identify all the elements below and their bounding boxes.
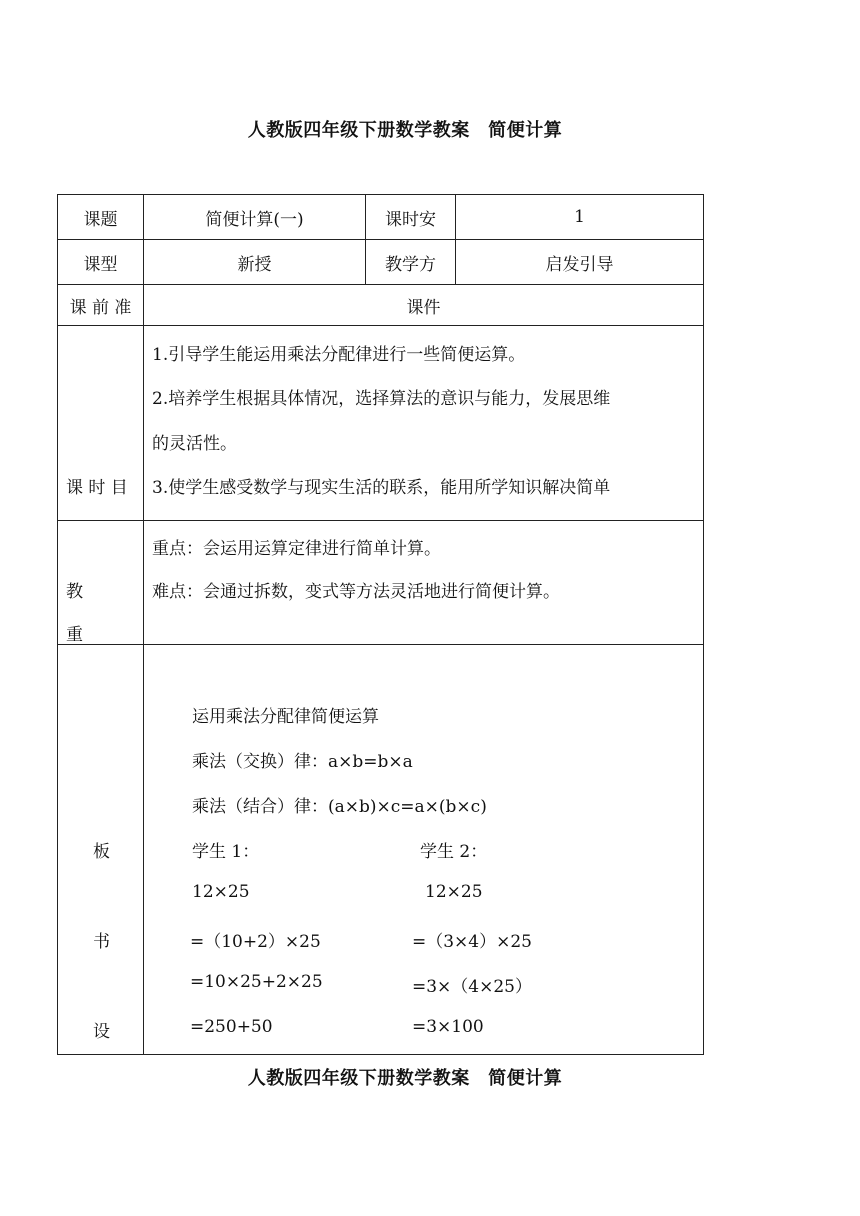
keypoints-cell [144,521,704,645]
keypoints-label-2: 重 [66,625,83,645]
goal-line: 2.培养学生根据具体情况，选择算法的意识与能力，发展思维 [152,389,611,409]
board-label-1: 板 [93,842,110,862]
method-label: 教学方 [366,240,456,285]
student2-line: =3×（4×25） [412,977,532,997]
student1-line: =（10+2）×25 [190,932,321,952]
board-label-2: 书 [93,932,110,952]
student2-line: =（3×4）×25 [412,932,532,952]
table-row [58,285,704,326]
lesson-plan-table [57,194,704,1055]
keypoints-label-cell [58,521,144,645]
topic-label: 课题 [58,195,144,240]
goal-line: 的灵活性。 [152,434,237,454]
goals-label: 课 时 目 [66,478,128,498]
student1-line: =250+50 [190,1017,273,1037]
goal-line: 3.使学生感受数学与现实生活的联系，能用所学知识解决简单 [152,478,611,498]
table-row [58,326,704,521]
keypoint-line: 重点：会运用运算定律进行简单计算。 [152,539,441,559]
student1-line: =10×25+2×25 [190,972,323,992]
board-label-cell [58,645,144,1055]
student2-line: =3×100 [412,1017,484,1037]
board-heading: 运用乘法分配律简便运算 [192,707,379,727]
board-law-2: 乘法（结合）律：(a×b)×c=a×(b×c) [192,797,487,817]
board-law-1: 乘法（交换）律：a×b=b×a [192,752,413,772]
table-row [58,195,704,240]
hours-value: 1 [456,195,704,240]
goals-cell [144,326,704,521]
student1-line: 学生 1： [192,842,260,862]
prep-label: 课 前 准 [58,285,144,326]
student2-line: 12×25 [425,882,483,902]
page-footer-title: 人教版四年级下册数学教案 简便计算 [247,1068,563,1089]
student1-line: 12×25 [192,882,250,902]
goal-line: 1.引导学生能运用乘法分配律进行一些简便运算。 [152,345,526,365]
prep-value: 课件 [144,285,704,326]
method-value: 启发引导 [456,240,704,285]
board-label-3: 设 [93,1022,110,1042]
keypoint-line: 难点：会通过拆数，变式等方法灵活地进行简便计算。 [152,582,560,602]
hours-label: 课时安 [366,195,456,240]
type-value: 新授 [144,240,366,285]
page-title: 人教版四年级下册数学教案 简便计算 [247,120,563,141]
keypoints-label-1: 教 [66,582,83,602]
table-row [58,240,704,285]
table-row [58,521,704,645]
type-label: 课型 [58,240,144,285]
goals-label-cell [58,326,144,521]
board-cell [144,645,704,1055]
topic-value: 简便计算(一) [144,195,366,240]
student2-line: 学生 2： [420,842,488,862]
table-row [58,645,704,1055]
